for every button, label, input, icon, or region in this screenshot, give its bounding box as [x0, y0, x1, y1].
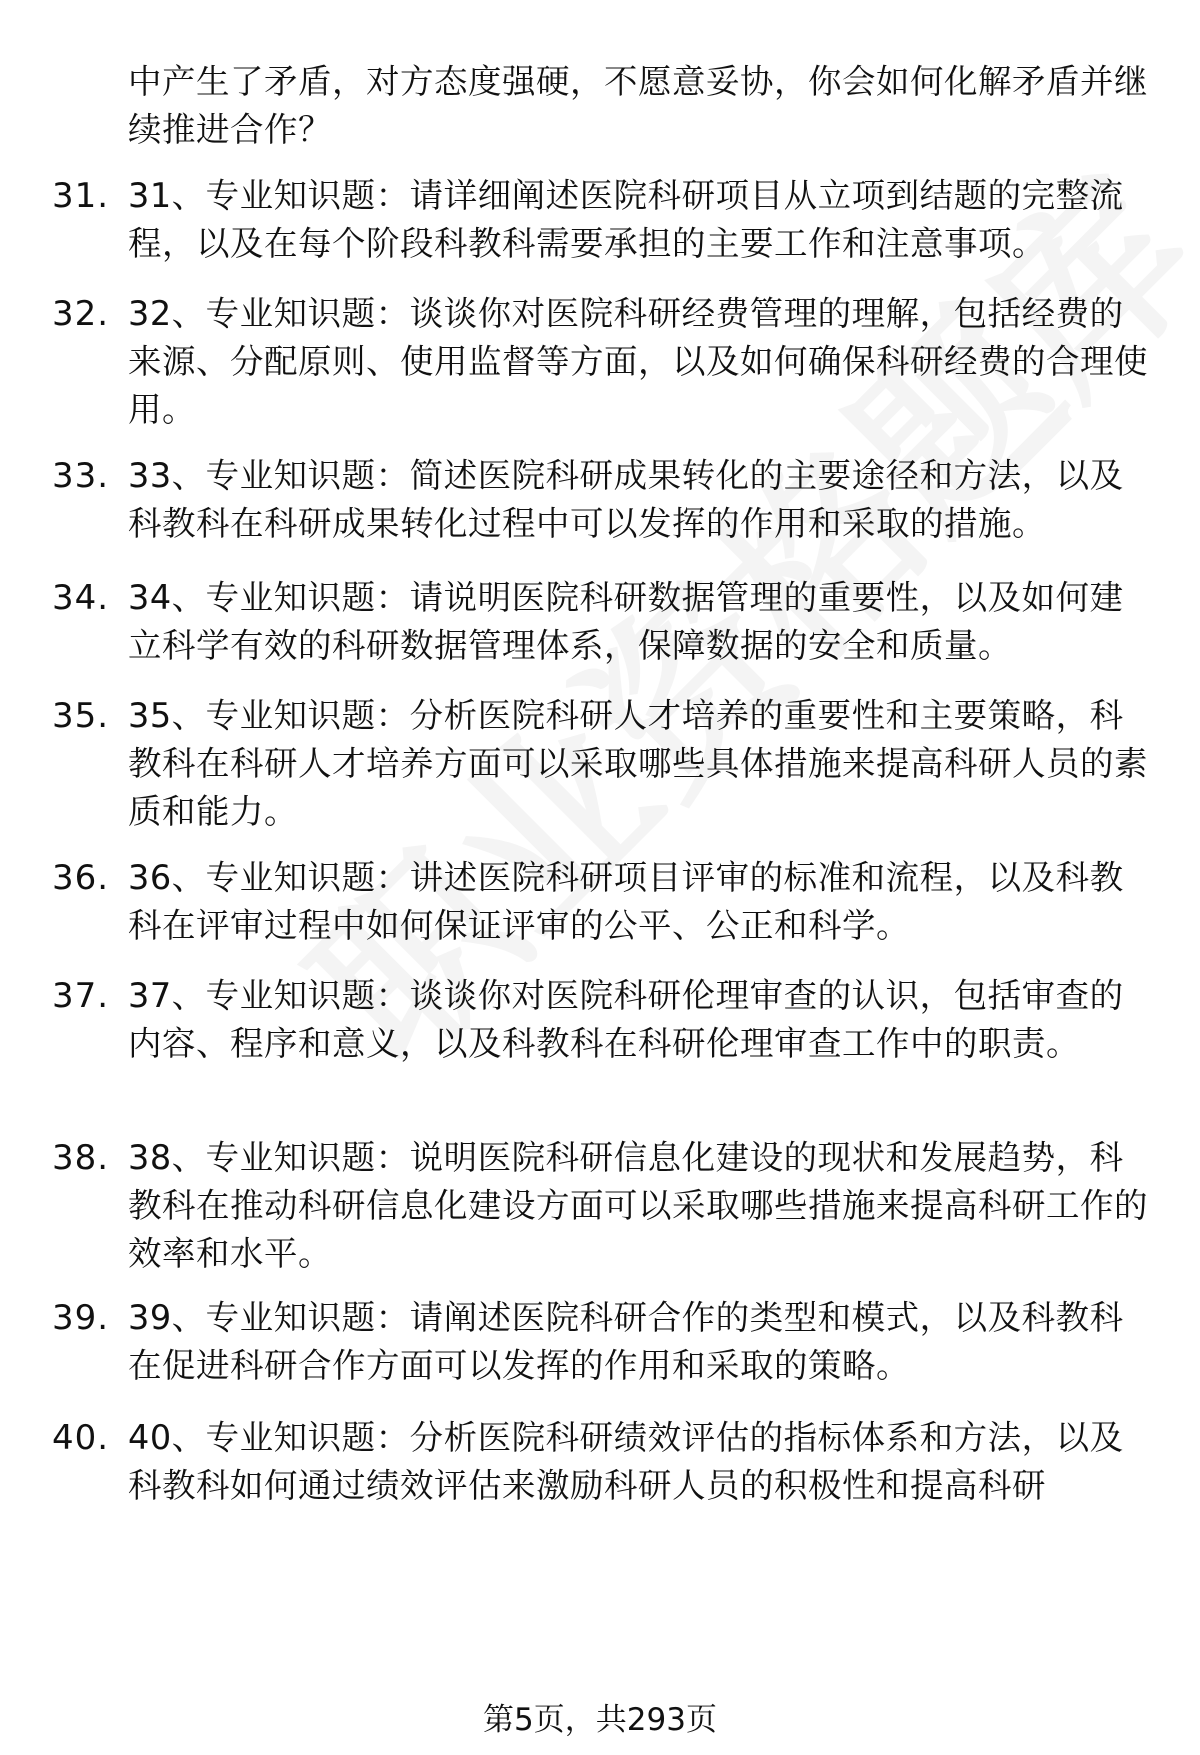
question-number: 36.: [52, 858, 110, 898]
question-text: 33、专业知识题：简述医院科研成果转化的主要途径和方法，以及科教科在科研成果转化过程中可以发挥的作用和采取的措施。: [128, 456, 1124, 543]
question-text: 34、专业知识题：请说明医院科研数据管理的重要性，以及如何建立科学有效的科研数据管理体系，保障数据的安全和质量。: [128, 578, 1124, 665]
question-number: 35.: [52, 696, 110, 736]
question-number: 34.: [52, 578, 110, 618]
intro-text: 中产生了矛盾，对方态度强硬，不愿意妥协，你会如何化解矛盾并继续推进合作？: [128, 62, 1148, 149]
question-text: 38、专业知识题：说明医院科研信息化建设的现状和发展趋势，科教科在推动科研信息化建设方面可以采取哪些措施来提高科研工作的效率和水平。: [128, 1138, 1148, 1273]
question-number: 39.: [52, 1298, 110, 1338]
question-number: 38.: [52, 1138, 110, 1178]
question-text: 31、专业知识题：请详细阐述医院科研项目从立项到结题的完整流程，以及在每个阶段科教科需要承担的主要工作和注意事项。: [128, 176, 1124, 263]
question-number: 31.: [52, 176, 110, 216]
question-text: 39、专业知识题：请阐述医院科研合作的类型和模式，以及科教科在促进科研合作方面可以发挥的作用和采取的策略。: [128, 1298, 1124, 1385]
question-text: 36、专业知识题：讲述医院科研项目评审的标准和流程，以及科教科在评审过程中如何保证评审的公平、公正和科学。: [128, 858, 1124, 945]
page-number-footer: 第5页，共293页: [483, 1702, 717, 1738]
question-text: 32、专业知识题：谈谈你对医院科研经费管理的理解，包括经费的来源、分配原则、使用监督等方面，以及如何确保科研经费的合理使用。: [128, 294, 1148, 429]
question-text: 37、专业知识题：谈谈你对医院科研伦理审查的认识，包括审查的内容、程序和意义，以及科教科在科研伦理审查工作中的职责。: [128, 976, 1124, 1063]
question-number: 32.: [52, 294, 110, 334]
question-text: 35、专业知识题：分析医院科研人才培养的重要性和主要策略，科教科在科研人才培养方面可以采取哪些具体措施来提高科研人员的素质和能力。: [128, 696, 1148, 831]
question-number: 37.: [52, 976, 110, 1016]
question-number: 40.: [52, 1418, 110, 1458]
question-text: 40、专业知识题：分析医院科研绩效评估的指标体系和方法，以及科教科如何通过绩效评估来激励科研人员的积极性和提高科研: [128, 1418, 1124, 1505]
question-number: 33.: [52, 456, 110, 496]
